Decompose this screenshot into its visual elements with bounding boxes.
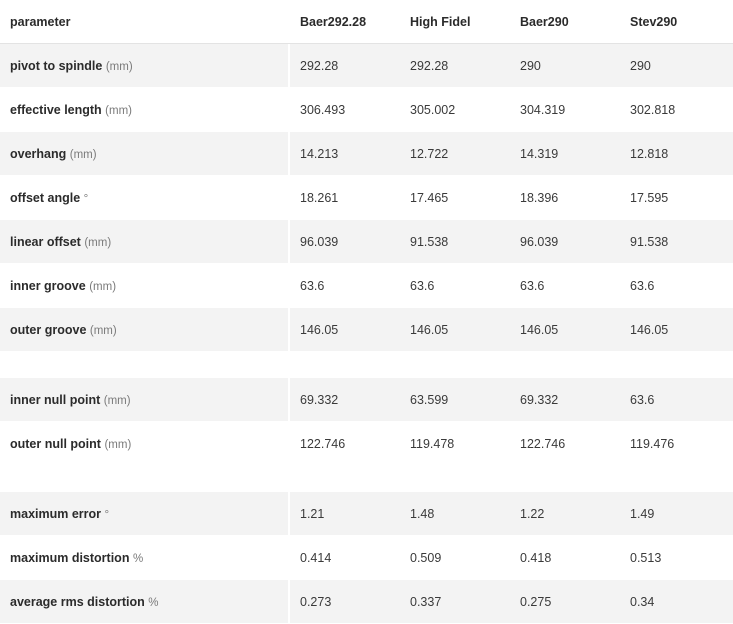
value-cell: 96.039 <box>510 220 620 264</box>
value-cell: 91.538 <box>620 220 733 264</box>
value-cell: 63.6 <box>620 378 733 422</box>
value-cell: 0.273 <box>290 580 400 624</box>
value-cell: 290 <box>510 44 620 88</box>
value-cell: 63.6 <box>510 264 620 308</box>
parameter-unit: % <box>132 552 144 565</box>
table-header-row <box>0 0 733 44</box>
table-header <box>0 0 733 44</box>
value-cell: 17.595 <box>620 176 733 220</box>
value-cell: 0.509 <box>400 536 510 580</box>
table-row <box>0 132 733 176</box>
table-body <box>0 44 733 624</box>
parameter-unit: (mm) <box>105 60 133 73</box>
parameter-name-cell <box>0 536 290 580</box>
value-cell: 18.396 <box>510 176 620 220</box>
value-cell: 12.722 <box>400 132 510 176</box>
parameter-name-cell <box>0 132 290 176</box>
parameter-name-cell <box>0 44 290 88</box>
value-cell: 0.275 <box>510 580 620 624</box>
parameter-name-cell <box>0 264 290 308</box>
value-cell: 305.002 <box>400 88 510 132</box>
parameter-unit: (mm) <box>104 438 132 451</box>
parameter-label: overhang <box>10 146 67 161</box>
value-cell: 1.49 <box>620 492 733 536</box>
parameter-name-cell <box>0 580 290 624</box>
parameter-unit: (mm) <box>89 324 117 337</box>
value-cell: 69.332 <box>510 378 620 422</box>
value-cell: 0.513 <box>620 536 733 580</box>
value-cell: 0.337 <box>400 580 510 624</box>
parameter-unit: % <box>148 596 159 609</box>
table-row <box>0 308 733 352</box>
table-row <box>0 44 733 88</box>
parameter-label: maximum error <box>10 506 102 521</box>
table-row <box>0 378 733 422</box>
value-cell: 91.538 <box>400 220 510 264</box>
value-cell: 146.05 <box>620 308 733 352</box>
value-cell: 146.05 <box>290 308 400 352</box>
value-cell: 122.746 <box>510 422 620 466</box>
value-cell: 304.319 <box>510 88 620 132</box>
value-cell: 14.213 <box>290 132 400 176</box>
value-cell: 302.818 <box>620 88 733 132</box>
value-cell: 12.818 <box>620 132 733 176</box>
value-cell: 0.34 <box>620 580 733 624</box>
parameter-label: outer groove <box>10 322 87 337</box>
value-cell: 63.6 <box>290 264 400 308</box>
value-cell: 306.493 <box>290 88 400 132</box>
value-cell: 146.05 <box>400 308 510 352</box>
table-row <box>0 492 733 536</box>
table-row <box>0 88 733 132</box>
value-cell: 0.414 <box>290 536 400 580</box>
parameter-label: maximum distortion <box>10 550 130 565</box>
value-cell: 63.6 <box>400 264 510 308</box>
parameter-name-cell <box>0 378 290 422</box>
parameter-unit: (mm) <box>89 280 117 293</box>
value-cell: 63.6 <box>620 264 733 308</box>
value-cell: 1.22 <box>510 492 620 536</box>
table-row <box>0 580 733 624</box>
value-cell: 290 <box>620 44 733 88</box>
parameter-name-cell <box>0 492 290 536</box>
value-cell: 18.261 <box>290 176 400 220</box>
column-header-4: Stev290 <box>620 0 733 44</box>
parameter-label: outer null point <box>10 436 101 451</box>
parameter-label: average rms distortion <box>10 594 145 609</box>
column-header-3: Baer290 <box>510 0 620 44</box>
parameter-unit: ° <box>83 192 89 205</box>
parameter-name-cell <box>0 88 290 132</box>
parameter-label: effective length <box>10 102 102 117</box>
table-row <box>0 264 733 308</box>
parameter-name-cell <box>0 308 290 352</box>
parameter-unit: (mm) <box>103 394 131 407</box>
parameter-label: offset angle <box>10 190 81 205</box>
value-cell: 0.418 <box>510 536 620 580</box>
table-row-spacer <box>0 352 733 378</box>
parameter-label: linear offset <box>10 234 81 249</box>
column-header-2: High Fidel <box>400 0 510 44</box>
value-cell: 63.599 <box>400 378 510 422</box>
spacer-cell <box>0 466 733 492</box>
value-cell: 119.476 <box>620 422 733 466</box>
parameter-name-cell <box>0 176 290 220</box>
table-row-spacer <box>0 466 733 492</box>
value-cell: 14.319 <box>510 132 620 176</box>
value-cell: 292.28 <box>400 44 510 88</box>
table-row <box>0 176 733 220</box>
value-cell: 146.05 <box>510 308 620 352</box>
column-header-1: Baer292.28 <box>290 0 400 44</box>
value-cell: 1.48 <box>400 492 510 536</box>
value-cell: 69.332 <box>290 378 400 422</box>
value-cell: 119.478 <box>400 422 510 466</box>
value-cell: 96.039 <box>290 220 400 264</box>
parameter-unit: (mm) <box>69 148 97 161</box>
parameter-unit: ° <box>104 508 110 521</box>
value-cell: 122.746 <box>290 422 400 466</box>
parameter-unit: (mm) <box>84 236 112 249</box>
parameter-name-cell <box>0 220 290 264</box>
table-row <box>0 536 733 580</box>
parameter-name-cell <box>0 422 290 466</box>
parameter-unit: (mm) <box>105 104 132 117</box>
parameter-label: inner null point <box>10 392 101 407</box>
table-row <box>0 422 733 466</box>
parameter-label: inner groove <box>10 278 86 293</box>
table-row <box>0 220 733 264</box>
parameter-label: pivot to spindle <box>10 58 103 73</box>
value-cell: 1.21 <box>290 492 400 536</box>
value-cell: 292.28 <box>290 44 400 88</box>
column-header-parameter: parameter <box>0 0 290 44</box>
spacer-cell <box>0 352 733 378</box>
value-cell: 17.465 <box>400 176 510 220</box>
